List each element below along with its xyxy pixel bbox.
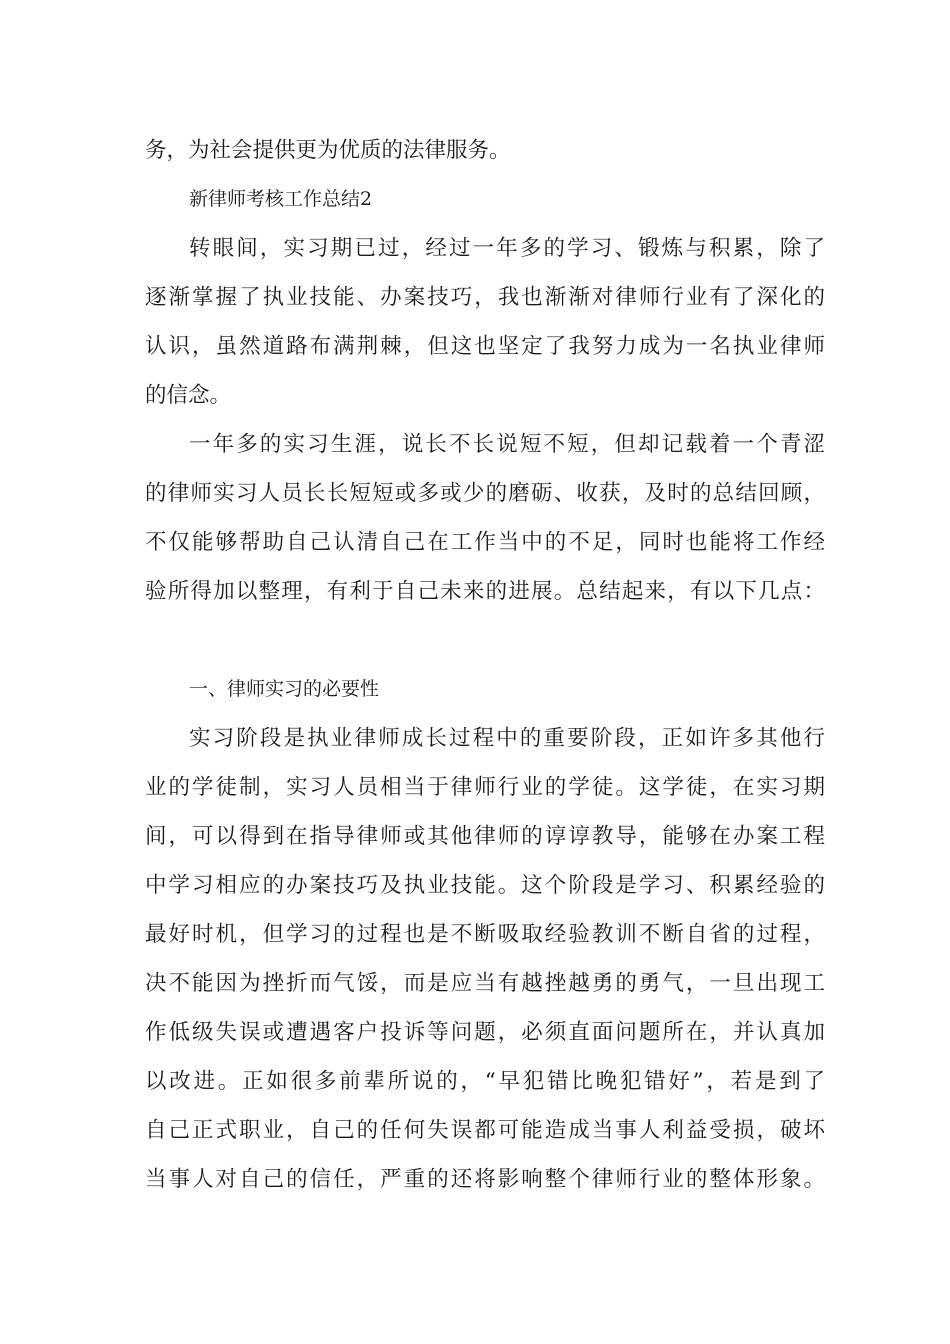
paragraph-line: 以改进。正如很多前辈所说的，“早犯错比晚犯错好”，若是到了: [145, 1069, 825, 1094]
paragraph-line: 自己正式职业，自己的任何失误都可能造成当事人利益受损，破坏: [145, 1118, 825, 1143]
document-body: [145, 126, 825, 1204]
paragraph-line: 当事人对自己的信任，严重的还将影响整个律师行业的整体形象。: [145, 1167, 825, 1192]
paragraph-line: 的信念。: [145, 383, 232, 408]
paragraph-line: 作低级失误或遭遇客户投诉等问题，必须直面问题所在，并认真加: [145, 1020, 825, 1045]
paragraph-line: 业的学徒制，实习人员相当于律师行业的学徒。这学徒，在实习期: [145, 775, 825, 800]
paragraph-line: 务，为社会提供更为优质的法律服务。: [145, 138, 511, 163]
section-heading: 一、律师实习的必要性: [189, 678, 380, 700]
paragraph-line: 不仅能够帮助自己认清自己在工作当中的不足，同时也能将工作经: [145, 530, 825, 555]
paragraph-line: 中学习相应的办案技巧及执业技能。这个阶段是学习、积累经验的: [145, 873, 825, 898]
paragraph-line: 间，可以得到在指导律师或其他律师的谆谆教导，能够在办案工程: [145, 824, 825, 849]
paragraph-line: 实习阶段是执业律师成长过程中的重要阶段，正如许多其他行: [189, 726, 825, 751]
paragraph-line: 转眼间，实习期已过，经过一年多的学习、锻炼与积累，除了: [189, 236, 825, 261]
paragraph-line: 一年多的实习生涯，说长不长说短不短，但却记载着一个青涩: [189, 432, 825, 457]
section-title: 新律师考核工作总结2: [189, 188, 373, 210]
paragraph-line: 决不能因为挫折而气馁，而是应当有越挫越勇的勇气，一旦出现工: [145, 971, 825, 996]
paragraph-line: 逐渐掌握了执业技能、办案技巧，我也渐渐对律师行业有了深化的: [145, 285, 825, 310]
paragraph-line: 的律师实习人员长长短短或多或少的磨砺、收获，及时的总结回顾，: [145, 481, 825, 506]
paragraph-line: 认识，虽然道路布满荆棘，但这也坚定了我努力成为一名执业律师: [145, 334, 825, 359]
paragraph-line: 验所得加以整理，有利于自己未来的进展。总结起来，有以下几点：: [145, 579, 825, 604]
blank-line: [145, 616, 825, 665]
paragraph-line: 最好时机，但学习的过程也是不断吸取经验教训不断自省的过程，: [145, 922, 825, 947]
